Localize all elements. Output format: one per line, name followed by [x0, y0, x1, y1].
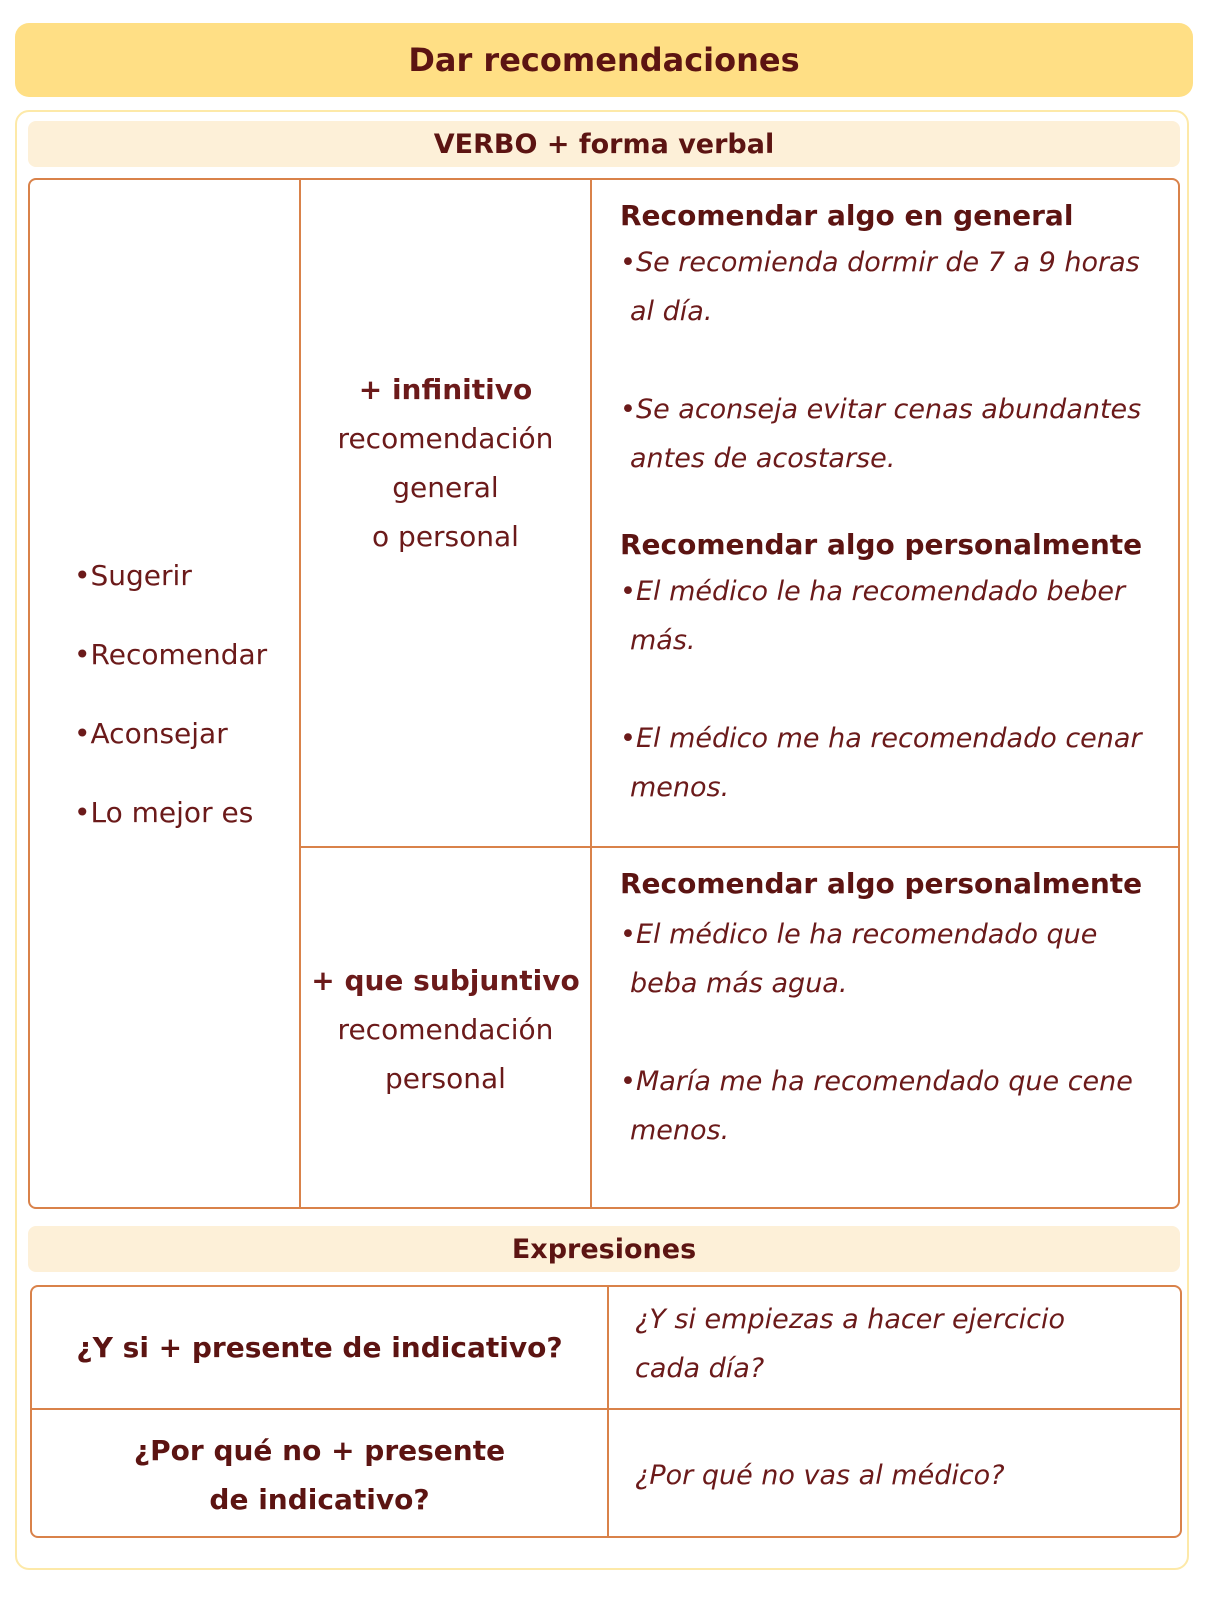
verbo-table — [28, 178, 1180, 1209]
infinitivo-examples — [592, 180, 1180, 846]
verb-item: •Aconsejar — [74, 716, 228, 750]
verb-item: •Recomendar — [74, 637, 268, 671]
example-item: •El médico me ha recomendado cenar menos. — [620, 723, 1142, 803]
verb-item: •Lo mejor es — [74, 795, 254, 829]
infinitivo-label: + infinitivo — [358, 373, 533, 406]
subjuntivo-label: + que subjuntivo — [311, 964, 580, 997]
verb-item: •Sugerir — [74, 558, 192, 592]
expression-example: ¿Por qué no vas al médico? — [635, 1459, 1005, 1491]
infinitivo-desc: o personal — [372, 520, 519, 553]
infinitivo-form — [301, 180, 590, 846]
infinitivo-desc: general — [392, 471, 499, 504]
subjuntivo-desc: recomendación — [337, 1013, 554, 1046]
expresiones-heading: Expresiones — [28, 1226, 1180, 1272]
example-heading: Recomendar algo personalmente — [620, 528, 1143, 561]
page-title: Dar recomendaciones — [15, 23, 1193, 97]
example-item: •Se aconseja evitar cenas abundantes antes de acostarse. — [620, 394, 1142, 474]
example-item: •Se recomienda dormir de 7 a 9 horas al día. — [620, 247, 1140, 327]
example-item: •María me ha recomendado que cene menos. — [620, 1066, 1133, 1146]
example-heading: Recomendar algo personalmente — [620, 867, 1143, 900]
example-item: •El médico le ha recomendado beber más. — [620, 576, 1126, 656]
expression-structure: ¿Y si + presente de indicativo? — [76, 1331, 563, 1364]
subjuntivo-desc: personal — [385, 1062, 506, 1095]
example-item: •El médico le ha recomendado que beba más agua. — [620, 919, 1098, 999]
expresiones-table — [30, 1285, 1182, 1538]
verb-list — [30, 180, 307, 1207]
expression-example: ¿Y si empiezas a hacer ejercicio cada día? — [635, 1304, 1066, 1384]
infinitivo-desc: recomendación — [337, 422, 554, 455]
verbo-section-heading: VERBO + forma verbal — [28, 121, 1180, 167]
expression-structure: ¿Por qué no + presente de indicativo? — [133, 1434, 506, 1516]
subjuntivo-examples — [592, 848, 1180, 1209]
subjuntivo-form — [301, 848, 590, 1209]
example-heading: Recomendar algo en general — [620, 199, 1074, 232]
